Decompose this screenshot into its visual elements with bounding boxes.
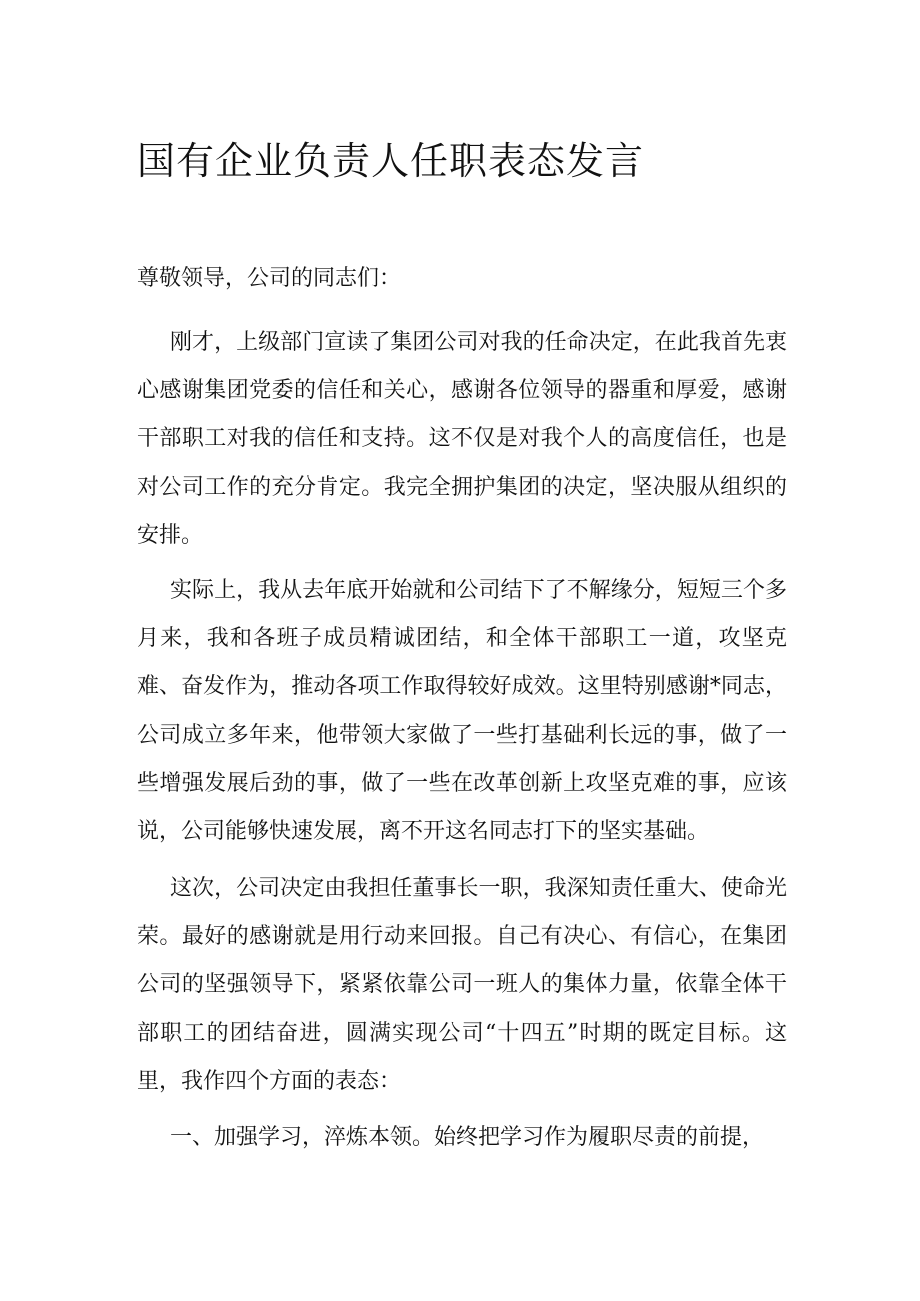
paragraph-commitment: 这次，公司决定由我担任董事长一职，我深知责任重大、使命光荣。最好的感谢就是用行动来回报。自己有决心、有信心，在集团公司的坚强领导下，紧紧依靠公司一班人的集体力量，依靠全体干部职工的团结奋进，圆满实现公司“十四五”时期的既定目标。这里，我作四个方面的表态： xyxy=(137,876,787,1094)
salutation: 尊敬领导，公司的同志们： xyxy=(137,266,402,291)
paragraph-point-one: 一、加强学习，淬炼本领。始终把学习作为履职尽责的前提， xyxy=(170,1125,765,1150)
paragraph-appointment-thanks: 刚才，上级部门宣读了集团公司对我的任命决定，在此我首先衷心感谢集团党委的信任和关心，感谢各位领导的器重和厚爱，感谢干部职工对我的信任和支持。这不仅是对我个人的高度信任，也是对公司工作的充分肯定。我完全拥护集团的决定，坚决服从组织的安排。 xyxy=(137,330,787,548)
paragraph-work-review: 实际上，我从去年底开始就和公司结下了不解缘分，短短三个多月来，我和各班子成员精诚团结，和全体干部职工一道，攻坚克难、奋发作为，推动各项工作取得较好成效。这里特别感谢*同志，公司成立多年来，他带领大家做了一些打基础利长远的事，做了一些增强发展后劲的事，做了一些在改革创新上攻坚克难的事，应该说，公司能够快速发展，离不开这名同志打下的坚实基础。 xyxy=(137,578,787,845)
document-title: 国有企业负责人任职表态发言 xyxy=(137,139,645,183)
